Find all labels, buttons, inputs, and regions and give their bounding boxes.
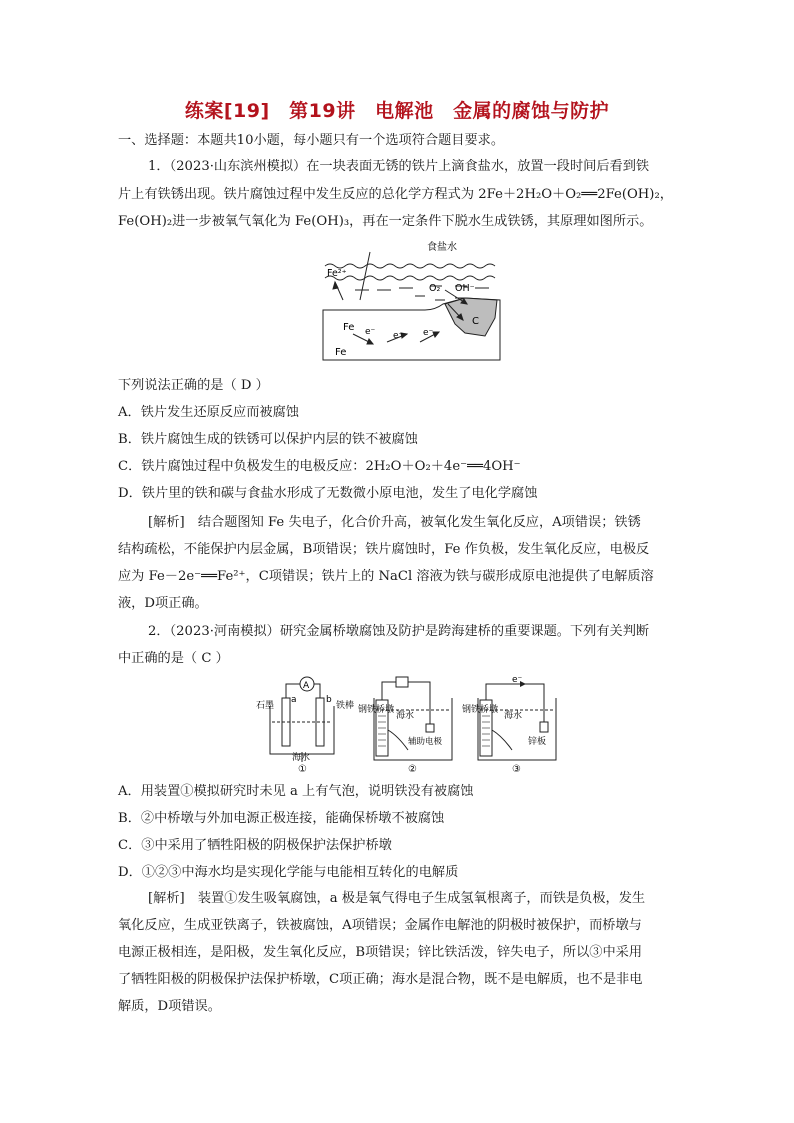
label-electron: e⁻ (365, 327, 376, 337)
q1-ask: 下列说法正确的是（ D ） (118, 378, 269, 393)
q1-stem-line: 1．（2023·山东滨州模拟）在一块表面无锈的铁片上滴食盐水，放置一段时间后看到铁 (148, 159, 650, 174)
label-pier: 钢铁桥墩 (462, 705, 499, 715)
label-fe2: Fe²⁺ (327, 268, 347, 279)
q2-analysis-line: 电源正极相连，是阳极，发生氧化反应，B项错误；锌比铁活泼，锌失电子，所以③中采用 (118, 945, 642, 960)
q1-stem-line: Fe(OH)₂进一步被氧气氧化为 Fe(OH)₃，再在一定条件下脱水生成铁锈，其原理如图所示。 (118, 214, 653, 229)
q2-option-d: D．①②③中海水均是实现化学能与电能相互转化的电解质 (118, 865, 459, 880)
q1-option-d: D．铁片里的铁和碳与食盐水形成了无数微小原电池，发生了电化学腐蚀 (118, 486, 538, 501)
q2-option-c: C．③中采用了牺牲阳极的阴极保护法保护桥墩 (118, 838, 392, 853)
page-title: 练案[19] 第19讲 电解池 金属的腐蚀与防护 (184, 100, 610, 122)
label-device-2: ② (408, 764, 417, 775)
water-wave (325, 264, 495, 268)
label-a: a (291, 695, 297, 705)
label-fe: Fe (343, 322, 355, 333)
label-b: b (326, 695, 332, 705)
label-salt-water: 食盐水 (427, 242, 457, 253)
q2-stem-line: 2．（2023·河南模拟）研究金属桥墩腐蚀及防护是跨海建桥的重要课题。下列有关判断 (148, 624, 650, 639)
label-carbon: C (472, 316, 479, 327)
q2-analysis-line: [解析] 装置①发生吸氧腐蚀，a 极是氧气得电子生成氢氧根离子，而铁是负极，发生 (148, 891, 646, 906)
label-iron-rod: 铁棒 (336, 701, 355, 711)
label-fe: Fe (335, 347, 347, 358)
q1-analysis-line: [解析] 结合题图知 Fe 失电子，化合价升高，被氧化发生氧化反应，A项错误；铁锈 (148, 515, 641, 530)
label-oh: OH⁻ (455, 283, 475, 294)
ammeter-label: A (303, 681, 310, 691)
q1-corrosion-diagram (315, 238, 505, 363)
water-wave (325, 276, 495, 280)
carbon-region (445, 298, 497, 336)
label-electron: e⁻ (512, 675, 523, 685)
q2-analysis-line: 氧化反应，生成亚铁离子，铁被腐蚀，A项错误；金属作电解池的阴极时被保护，而桥墩与 (118, 918, 642, 933)
q1-option-b: B．铁片腐蚀生成的铁锈可以保护内层的铁不被腐蚀 (118, 432, 418, 447)
q1-stem-line: 片上有铁锈出现。铁片腐蚀过程中发生反应的总化学方程式为 2Fe＋2H₂O＋O₂══2Fe(OH)₂， (118, 187, 673, 202)
label-aux-electrode: 辅助电极 (408, 737, 443, 747)
q2-stem-line: 中正确的是（ C ） (118, 651, 229, 666)
label-seawater: 海水 (396, 711, 415, 721)
q2-option-b: B．②中桥墩与外加电源正极连接，能确保桥墩不被腐蚀 (118, 811, 445, 826)
label-o2: O₂ (429, 283, 441, 294)
q2-option-a: A．用装置①模拟研究时未见 a 上有气泡，说明铁没有被腐蚀 (118, 784, 474, 799)
q1-analysis-line: 液，D项正确。 (118, 596, 208, 611)
q1-analysis-line: 应为 Fe－2e⁻══Fe²⁺，C项错误；铁片上的 NaCl 溶液为铁与碳形成原电池提供了电解质溶 (118, 569, 654, 584)
q2-bridge-pier-diagram (256, 672, 566, 776)
q2-analysis-line: 了牺牲阳极的阴极保护法保护桥墩，C项正确；海水是混合物，既不是电解质，也不是非电 (118, 972, 643, 987)
label-pier: 钢铁桥墩 (358, 705, 395, 715)
label-seawater: 海水 (504, 711, 523, 721)
label-device-1: ① (298, 764, 307, 775)
label-electron: e⁻ (393, 331, 404, 341)
label-electron: e⁻ (423, 328, 434, 338)
label-device-3: ③ (512, 764, 521, 775)
label-graphite: 石墨 (256, 701, 275, 711)
q1-analysis-line: 结构疏松，不能保护内层金属，B项错误；铁片腐蚀时，Fe 作负极，发生氧化反应，电极反 (118, 542, 650, 557)
q1-option-c: C．铁片腐蚀过程中负极发生的电极反应：2H₂O＋O₂＋4e⁻══4OH⁻ (118, 459, 521, 474)
q1-option-a: A．铁片发生还原反应而被腐蚀 (118, 405, 299, 420)
q2-analysis-line: 解质，D项错误。 (118, 999, 221, 1014)
label-seawater: 海水 (292, 753, 311, 763)
label-zinc-plate: 锌板 (528, 737, 547, 747)
section-heading: 一、选择题：本题共10小题，每小题只有一个选项符合题目要求。 (118, 133, 505, 148)
